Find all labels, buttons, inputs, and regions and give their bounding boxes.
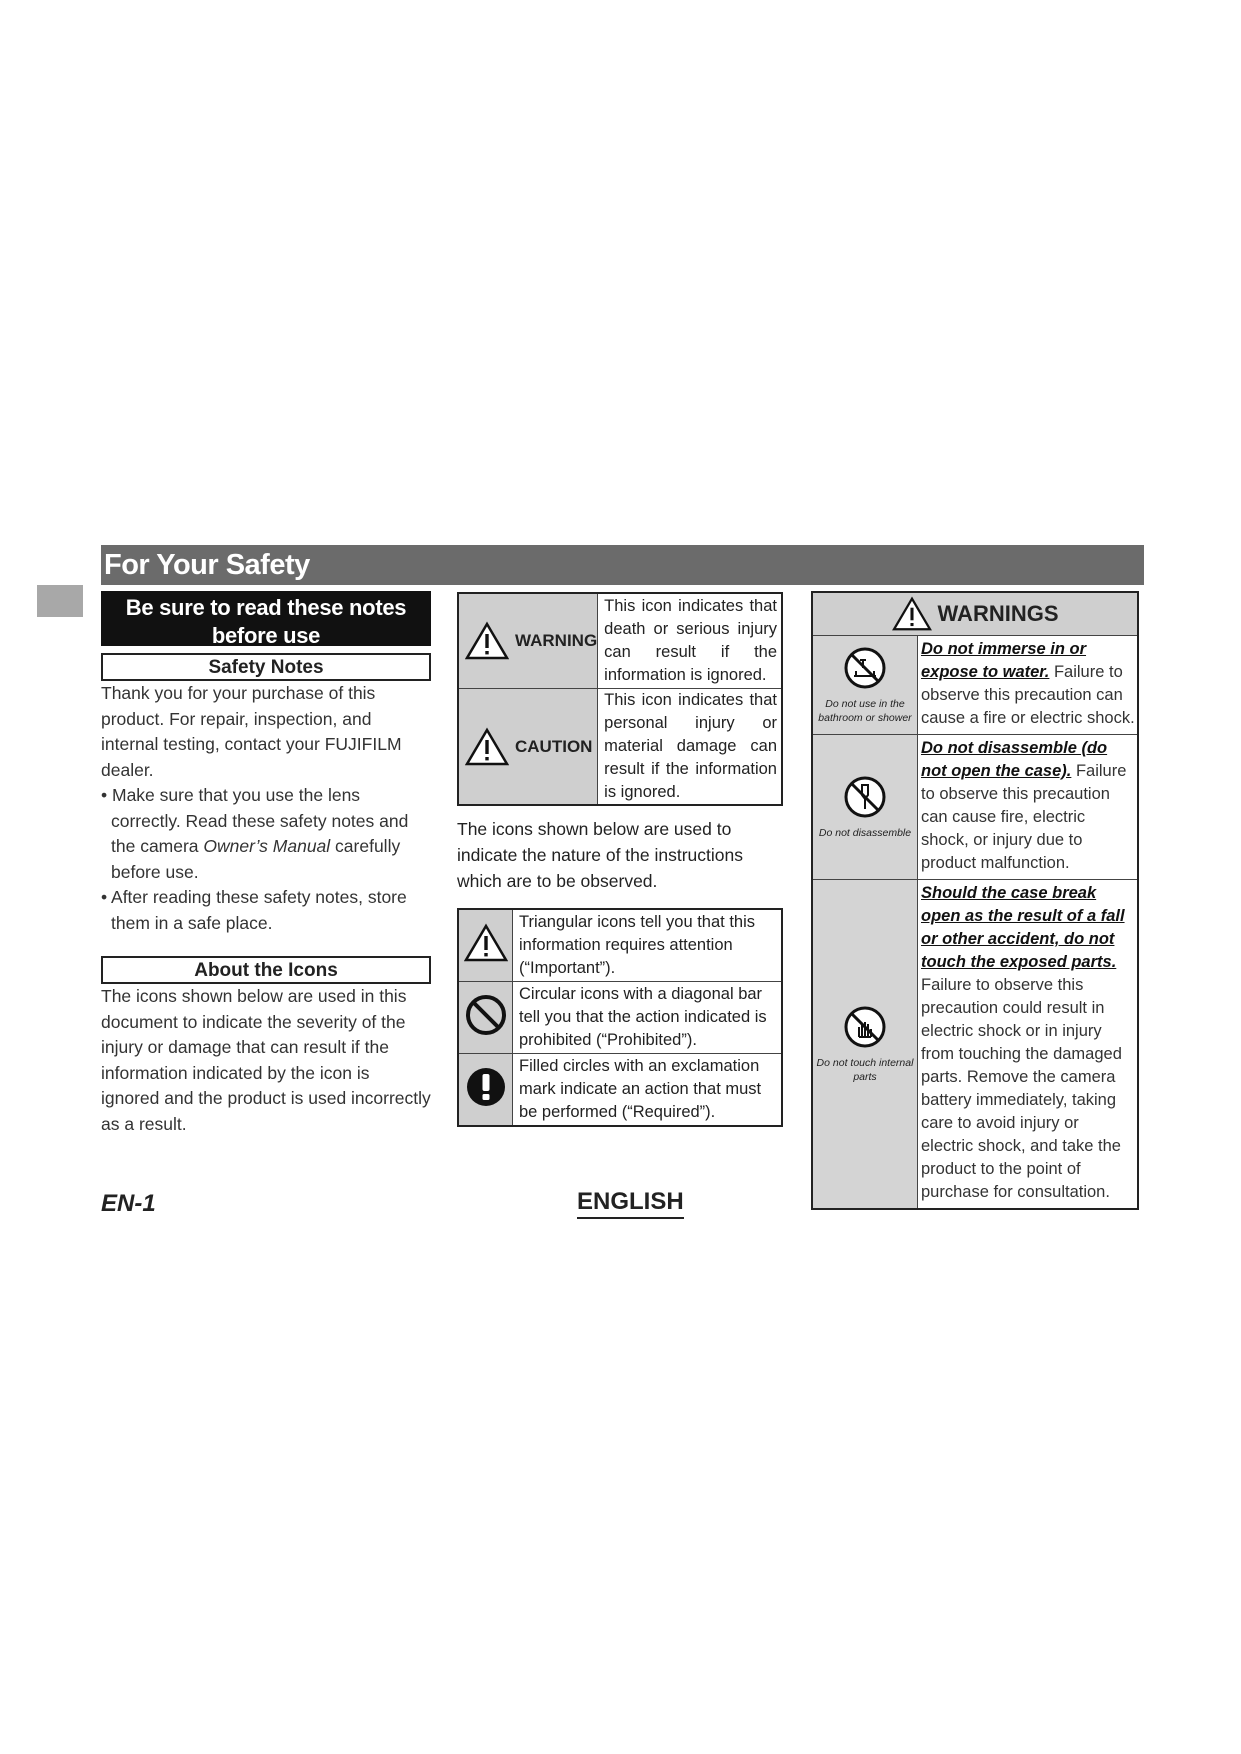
required-exclamation-icon <box>464 1065 508 1109</box>
water-warning-text <box>918 636 1139 735</box>
severity-label-cell <box>458 593 598 689</box>
icons-intro-paragraph: The icons shown below are used to indicate the nature of the instructions which are to be observed. <box>457 819 744 891</box>
warning-row-disassemble <box>812 735 1138 880</box>
bullet-use-lens-text: • Make sure that you use the lens correctly. Read these safety notes and the camera <box>101 785 409 856</box>
warning-triangle-icon <box>892 596 932 632</box>
no-water-icon <box>843 646 887 690</box>
safety-notes-heading: Safety Notes <box>101 653 431 681</box>
page-title: For Your Safety <box>104 549 310 581</box>
bullet-use-lens <box>101 783 431 885</box>
bullet-store-notes: • After reading these safety notes, store them in a safe place. <box>101 887 407 933</box>
about-icons-paragraph: The icons shown below are used in this document to indicate the severity of the injury or damage that can result if the information indicated by the icon is ignored and the product is used incorrectly as a result. <box>101 986 431 1134</box>
intro-paragraph: Thank you for your purchase of this product. For repair, inspection, and internal testing, contact your FUJIFILM dealer. <box>101 683 402 780</box>
severity-label-cell <box>458 689 598 806</box>
section-tab <box>37 585 83 617</box>
icon-type-row <box>458 982 782 1054</box>
required-description: Filled circles with an exclamation mark indicate an action that must be performed (“Required”). <box>513 1054 783 1127</box>
warning-icon-cell <box>812 880 918 1210</box>
bullet-use-lens-end: carefully before use. <box>111 836 401 882</box>
water-warning-body: Failure to observe this precaution can cause a fire or electric shock. <box>921 663 1135 727</box>
icon-type-row <box>458 909 782 982</box>
read-notes-line-2: before use <box>211 623 321 648</box>
touch-warning-body: Failure to observe this precaution could result in electric shock or in injury from touching the damaged parts. Remove the camera battery immediately, taking care to avoid injury or electric shock, and take the product to the point of purchase for consultation. <box>921 976 1122 1201</box>
disassemble-warning-text <box>918 735 1139 880</box>
warning-triangle-icon <box>465 621 509 661</box>
warnings-heading: WARNINGS <box>937 601 1059 626</box>
warnings-table <box>811 591 1139 1210</box>
read-notes-banner <box>101 591 431 646</box>
severity-row-warning <box>458 593 782 689</box>
attention-description: Triangular icons tell you that this information requires attention (“Important”). <box>513 909 783 982</box>
read-notes-line-1: Be sure to read these notes <box>125 595 407 620</box>
caution-label: CAUTION <box>515 736 593 756</box>
disassemble-warning-title: Do not disassemble (do not open the case). <box>921 739 1108 780</box>
water-warning-title: Do not immerse in or expose to water. <box>921 640 1087 681</box>
right-column <box>811 591 1139 1210</box>
severity-row-caution <box>458 689 782 806</box>
water-icon-caption: Do not use in the bathroom or shower <box>818 697 912 724</box>
warning-icon-cell <box>812 735 918 880</box>
caution-description: This icon indicates that personal injury or material damage can result if the information is ignored. <box>598 689 782 806</box>
language-label: ENGLISH <box>577 1188 684 1219</box>
page-number: EN-1 <box>101 1190 156 1217</box>
prohibited-description: Circular icons with a diagonal bar tell you that the action indicated is prohibited (“Prohibited”). <box>513 982 783 1054</box>
prohibited-circle-icon <box>464 993 508 1037</box>
disassemble-warning-body: Failure to observe this precaution can cause fire, electric shock, or injury due to product malfunction. <box>921 762 1127 872</box>
severity-table <box>457 592 783 806</box>
touch-icon-caption: Do not touch internal parts <box>816 1056 914 1083</box>
triangle-attention-icon <box>464 923 508 963</box>
disassemble-icon-caption: Do not disassemble <box>818 826 912 839</box>
icon-type-row <box>458 1054 782 1127</box>
no-touch-icon <box>843 1005 887 1049</box>
middle-column <box>457 592 783 1127</box>
no-disassemble-icon <box>843 775 887 819</box>
touch-warning-title: Should the case break open as the result of a fall or other accident, do not touch the exposed parts. <box>921 884 1125 971</box>
left-column <box>101 591 431 1137</box>
icon-type-cell <box>458 909 513 982</box>
about-icons-heading: About the Icons <box>101 956 431 984</box>
warning-label: WARNING <box>515 631 598 650</box>
warning-row-water <box>812 636 1138 735</box>
icon-type-cell <box>458 982 513 1054</box>
icon-type-cell <box>458 1054 513 1127</box>
warning-icon-cell <box>812 636 918 735</box>
warning-row-touch <box>812 880 1138 1210</box>
warning-description: This icon indicates that death or serious injury can result if the information is ignored. <box>598 593 782 689</box>
warnings-heading-cell <box>812 592 1138 636</box>
caution-triangle-icon <box>465 727 509 767</box>
icon-types-table <box>457 908 783 1127</box>
touch-warning-text <box>918 880 1139 1210</box>
owners-manual-title: Owner’s Manual <box>203 836 331 856</box>
